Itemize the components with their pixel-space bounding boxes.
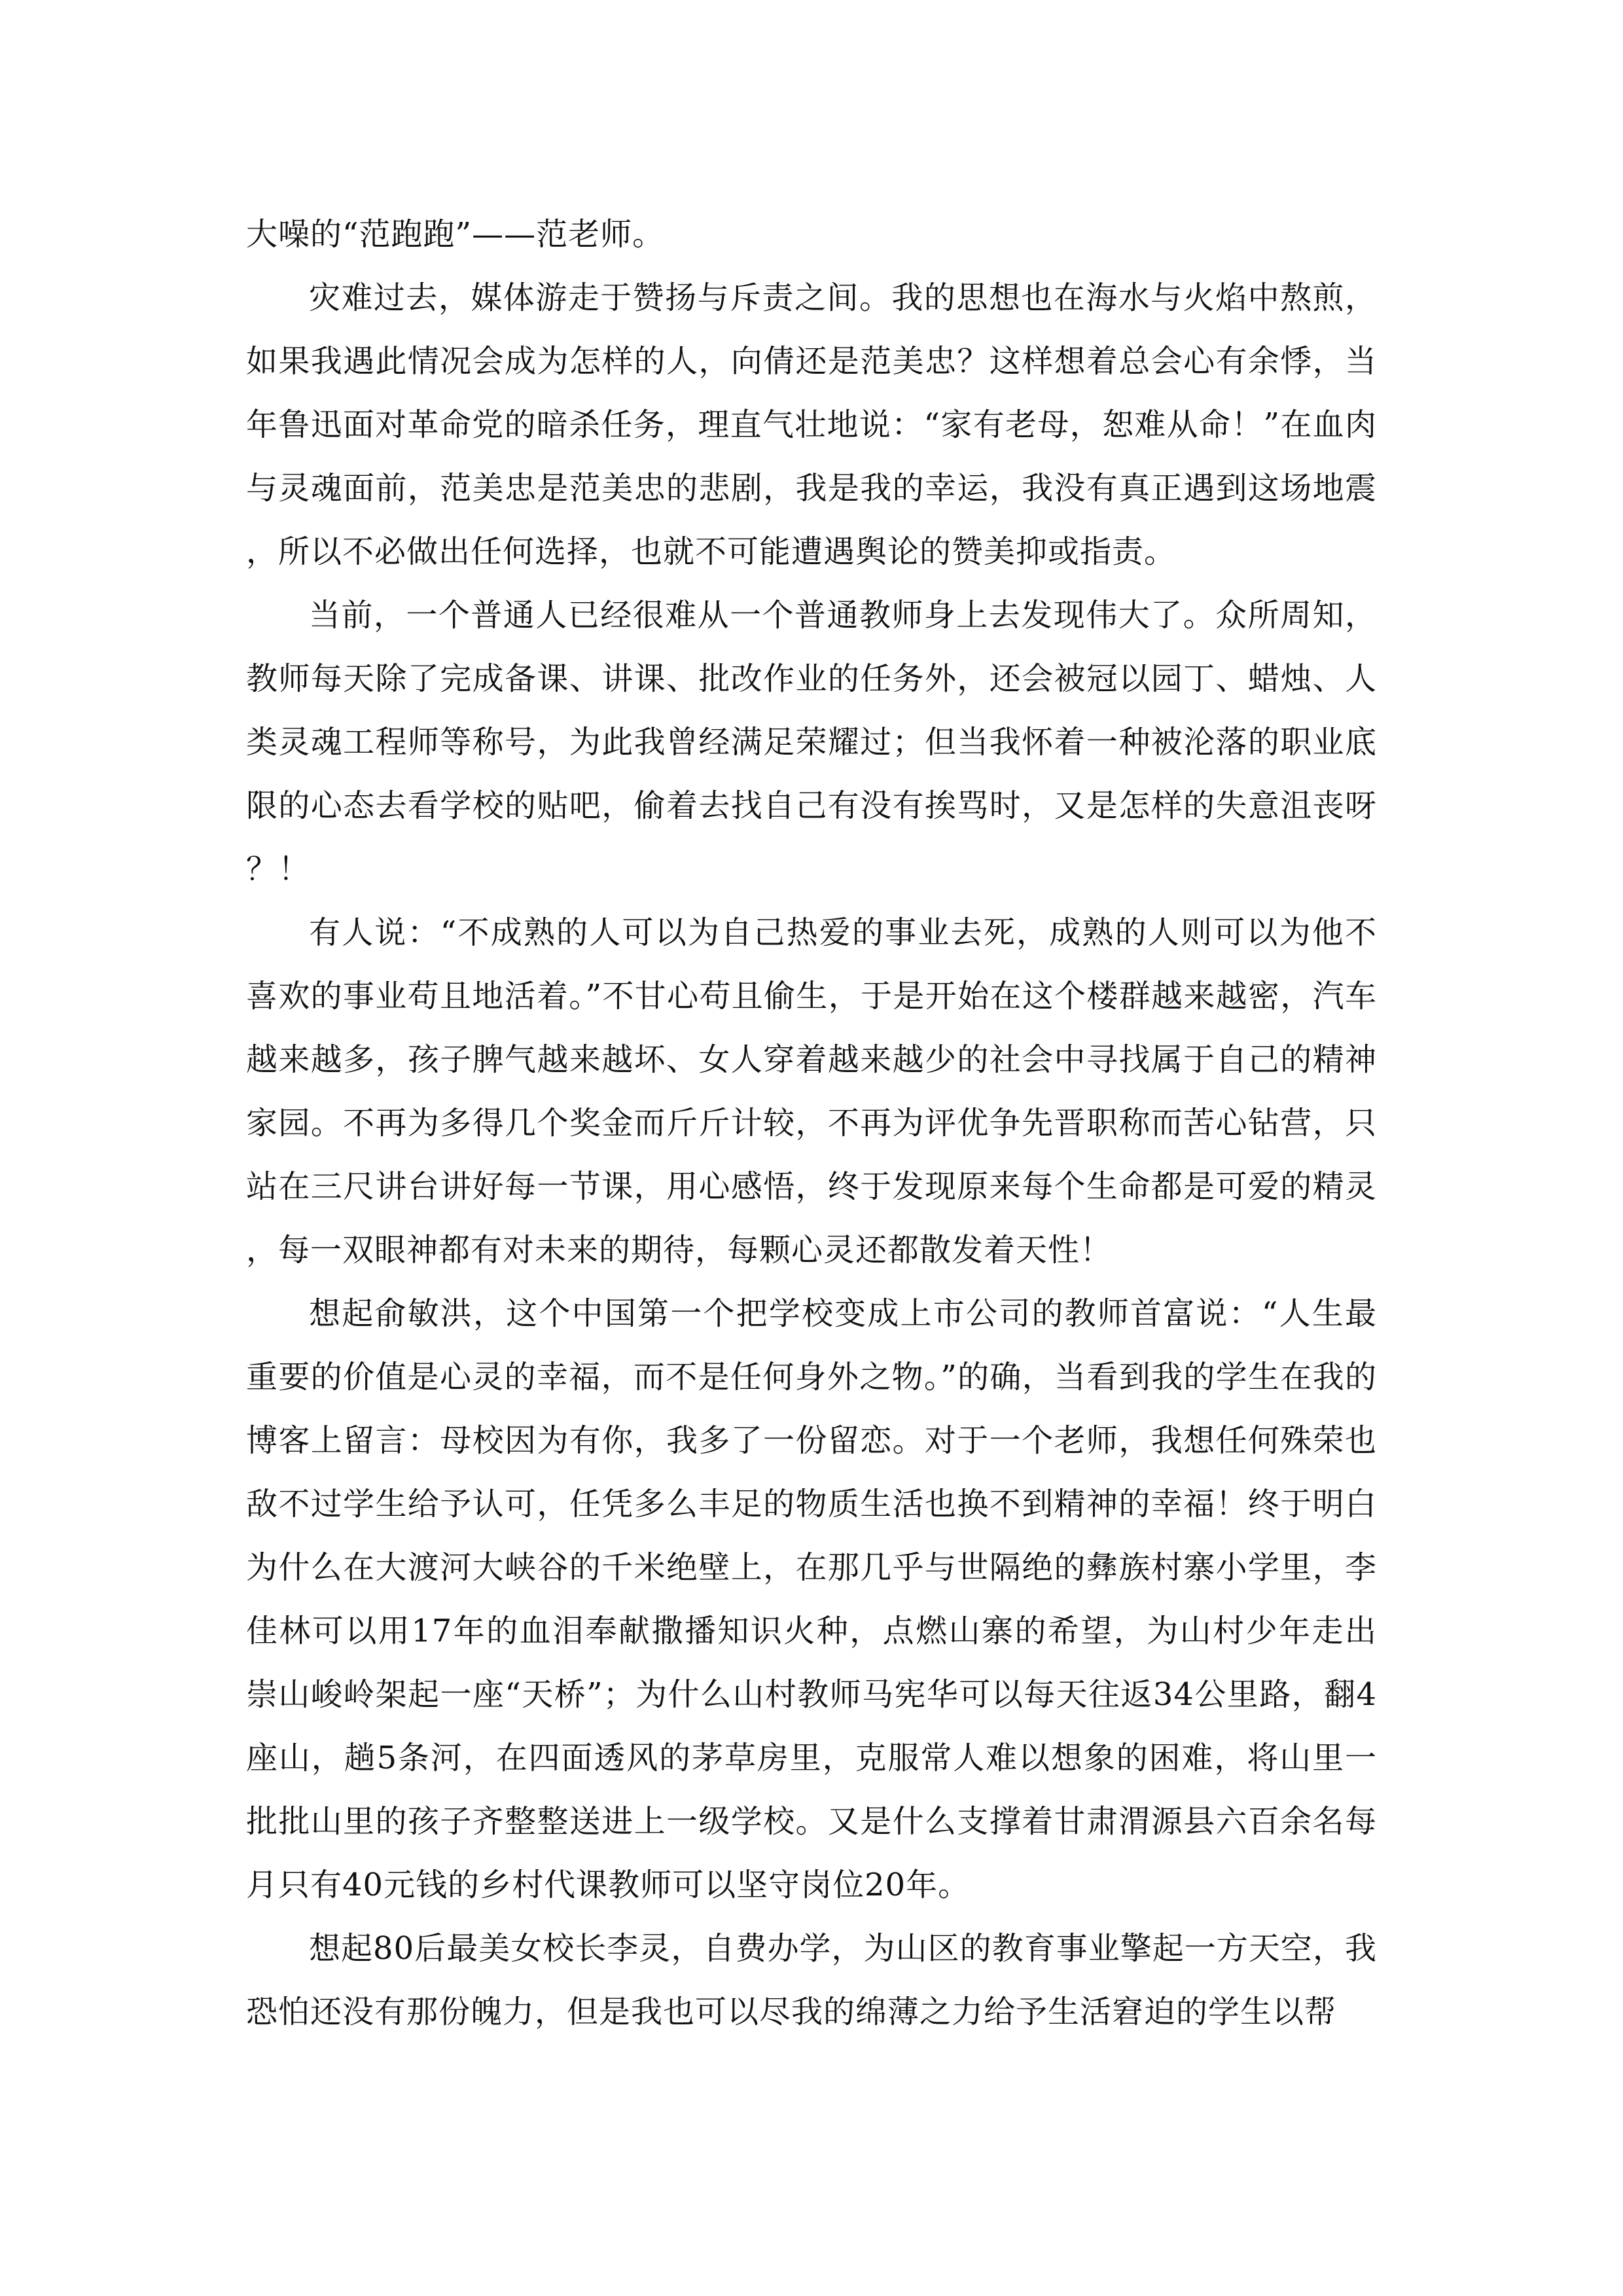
paragraph-ordinary-teacher: 当前，一个普通人已经很难从一个普通教师身上去发现伟大了。众所周知，教师每天除了完成备课、讲课、批改作业的任务外，还会被冠以园丁、蜡烛、人类灵魂工程师等称号，为此我曾经满足荣耀过；但当我怀着一种被沦落的职业底限的心态去看学校的贴吧，偷着去找自己有没有挨骂时，又是怎样的失意沮丧呀？！ (246, 597, 1377, 888)
paragraph-yu-minhong: 想起俞敏洪，这个中国第一个把学校变成上市公司的教师首富说：“人生最重要的价值是心灵的幸福，而不是任何身外之物。”的确，当看到我的学生在我的博客上留言：母校因为有你，我多了一份留恋。对于一个老师，我想任何殊荣也敌不过学生给予认可，任凭多么丰足的物质生活也换不到精神的幸福！终于明白为什么在大渡河大峡谷的千米绝壁上，在那几乎与世隔绝的彝族村寨小学里，李佳林可以用17年的血泪奉献撒播知识火种，点燃山寨的希望，为山村少年走出崇山峻岭架起一座“天桥”；为什么山村教师马宪华可以每天往返34公里路，翻4座山，趟5条河，在四面透风的茅草房里，克服常人难以想象的困难，将山里一批批山里的孩子齐整整送进上一级学校。又是什么支撑着甘肃渭源县六百余名每月只有40元钱的乡村代课教师可以坚守岗位20年。 (246, 1295, 1377, 1903)
paragraph-spiritual-home: 有人说：“不成熟的人可以为自己热爱的事业去死，成熟的人则可以为他不喜欢的事业苟且地活着。”不甘心苟且偷生，于是开始在这个楼群越来越密，汽车越来越多，孩子脾气越来越坏、女人穿着越来越少的社会中寻找属于自己的精神家园。不再为多得几个奖金而斤斤计较，不再为评优争先晋职称而苦心钻营，只站在三尺讲台讲好每一节课，用心感悟，终于发现原来每个生命都是可爱的精灵，每一双眼神都有对未来的期待，每颗心灵还都散发着天性！ (246, 914, 1377, 1268)
paragraph-disaster-media: 灾难过去，媒体游走于赞扬与斥责之间。我的思想也在海水与火焰中熬煎，如果我遇此情况会成为怎样的人，向倩还是范美忠？这样想着总会心有余悸，当年鲁迅面对革命党的暗杀任务，理直气壮地说：“家有老母，恕难从命！”在血肉与灵魂面前，范美忠是范美忠的悲剧，我是我的幸运，我没有真正遇到这场地震，所以不必做出任何选择，也就不可能遭遇舆论的赞美抑或指责。 (246, 279, 1377, 570)
document-body (246, 203, 1377, 2044)
paragraph-continuation: 大噪的“范跑跑”——范老师。 (246, 216, 665, 253)
paragraph-li-ling: 想起80后最美女校长李灵，自费办学，为山区的教育事业擎起一方天空，我恐怕还没有那份魄力，但是我也可以尽我的绵薄之力给予生活窘迫的学生以帮 (246, 1930, 1377, 2030)
